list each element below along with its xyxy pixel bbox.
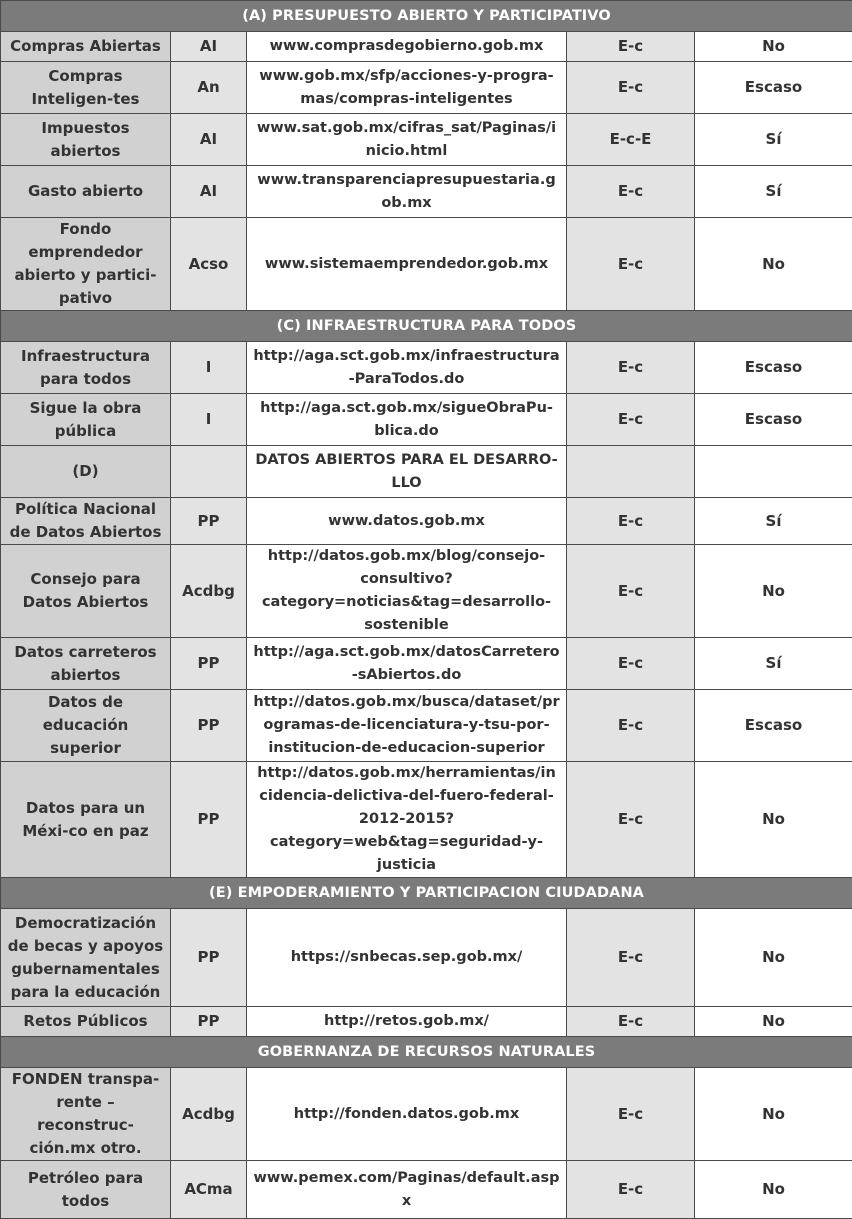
availability-cell: No xyxy=(695,32,852,62)
program-name-cell: Infraestructura para todos xyxy=(1,342,171,394)
type-cell: E-c xyxy=(567,638,695,690)
url-cell: http://retos.gob.mx/ xyxy=(247,1007,567,1037)
program-name-cell: Política Nacional de Datos Abiertos xyxy=(1,498,171,545)
type-cell: E-c xyxy=(567,342,695,394)
url-cell: www.gob.mx/sfp/acciones-y-progra-mas/compras-inteligentes xyxy=(247,62,567,114)
url-cell: www.sistemaemprendedor.gob.mx xyxy=(247,218,567,311)
program-name-cell: (D) xyxy=(1,446,171,498)
table-row xyxy=(1,1161,852,1219)
url-cell: https://snbecas.sep.gob.mx/ xyxy=(247,909,567,1007)
table-row xyxy=(1,690,852,762)
table-row xyxy=(1,638,852,690)
type-cell: E-c xyxy=(567,32,695,62)
program-name-cell: Petróleo para todos xyxy=(1,1161,171,1219)
availability-cell: No xyxy=(695,762,852,878)
table-row xyxy=(1,762,852,878)
program-name-cell: Fondo emprendedor abierto y partici-pativo xyxy=(1,218,171,311)
availability-cell: Sí xyxy=(695,114,852,166)
availability-cell xyxy=(695,446,852,498)
table-row xyxy=(1,909,852,1007)
availability-cell: Sí xyxy=(695,166,852,218)
availability-cell: Escaso xyxy=(695,62,852,114)
program-name-cell: Compras Abiertas xyxy=(1,32,171,62)
availability-cell: Sí xyxy=(695,498,852,545)
type-cell: E-c xyxy=(567,166,695,218)
table-row xyxy=(1,166,852,218)
category-code-cell: AI xyxy=(171,166,247,218)
program-name-cell: Gasto abierto xyxy=(1,166,171,218)
type-cell: E-c xyxy=(567,394,695,446)
type-cell: E-c xyxy=(567,1161,695,1219)
category-code-cell: PP xyxy=(171,762,247,878)
section-title: (E) EMPODERAMIENTO Y PARTICIPACION CIUDADANA xyxy=(1,878,852,909)
url-cell: http://aga.sct.gob.mx/infraestructura-ParaTodos.do xyxy=(247,342,567,394)
type-cell: E-c xyxy=(567,1007,695,1037)
type-cell: E-c xyxy=(567,545,695,638)
section-title: (C) INFRAESTRUCTURA PARA TODOS xyxy=(1,311,852,342)
category-code-cell: Acdbg xyxy=(171,545,247,638)
type-cell: E-c-E xyxy=(567,114,695,166)
table-row xyxy=(1,545,852,638)
category-code-cell: An xyxy=(171,62,247,114)
table-body xyxy=(1,1,852,1219)
category-code-cell: PP xyxy=(171,498,247,545)
type-cell: E-c xyxy=(567,1068,695,1161)
category-code-cell: PP xyxy=(171,638,247,690)
type-cell: E-c xyxy=(567,62,695,114)
section-header xyxy=(1,1037,852,1068)
availability-cell: Escaso xyxy=(695,342,852,394)
type-cell: E-c xyxy=(567,498,695,545)
type-cell xyxy=(567,446,695,498)
category-code-cell: Acdbg xyxy=(171,1068,247,1161)
url-cell: http://datos.gob.mx/blog/consejo-consultivo?category=noticias&tag=desarrollo-sostenible xyxy=(247,545,567,638)
program-name-cell: Sigue la obra pública xyxy=(1,394,171,446)
table-row xyxy=(1,1007,852,1037)
table-row xyxy=(1,114,852,166)
category-code-cell: ACma xyxy=(171,1161,247,1219)
category-code-cell: AI xyxy=(171,32,247,62)
program-name-cell: FONDEN transpa-rente – reconstruc-ción.mx otro. xyxy=(1,1068,171,1161)
url-cell: http://datos.gob.mx/herramientas/incidencia-delictiva-del-fuero-federal-2012-2015?category=web&tag=seguridad-y-justicia xyxy=(247,762,567,878)
section-title: GOBERNANZA DE RECURSOS NATURALES xyxy=(1,1037,852,1068)
type-cell: E-c xyxy=(567,690,695,762)
url-cell: http://datos.gob.mx/busca/dataset/programas-de-licenciatura-y-tsu-por-institucion-de-educacion-superior xyxy=(247,690,567,762)
type-cell: E-c xyxy=(567,218,695,311)
url-cell: DATOS ABIERTOS PARA EL DESARRO-LLO xyxy=(247,446,567,498)
url-cell: http://aga.sct.gob.mx/sigueObraPu-blica.do xyxy=(247,394,567,446)
category-code-cell: AI xyxy=(171,114,247,166)
availability-cell: Escaso xyxy=(695,690,852,762)
section-header xyxy=(1,1,852,32)
url-cell: http://fonden.datos.gob.mx xyxy=(247,1068,567,1161)
availability-cell: No xyxy=(695,1161,852,1219)
category-code-cell: PP xyxy=(171,690,247,762)
section-header xyxy=(1,878,852,909)
url-cell: www.datos.gob.mx xyxy=(247,498,567,545)
program-name-cell: Datos de educación superior xyxy=(1,690,171,762)
availability-cell: No xyxy=(695,218,852,311)
program-name-cell: Democratización de becas y apoyos gubernamentales para la educación xyxy=(1,909,171,1007)
table-row xyxy=(1,32,852,62)
program-name-cell: Impuestos abiertos xyxy=(1,114,171,166)
url-cell: www.sat.gob.mx/cifras_sat/Paginas/inicio.html xyxy=(247,114,567,166)
type-cell: E-c xyxy=(567,909,695,1007)
category-code-cell: PP xyxy=(171,909,247,1007)
availability-cell: No xyxy=(695,1007,852,1037)
type-cell: E-c xyxy=(567,762,695,878)
url-cell: www.comprasdegobierno.gob.mx xyxy=(247,32,567,62)
section-header xyxy=(1,311,852,342)
section-title: (A) PRESUPUESTO ABIERTO Y PARTICIPATIVO xyxy=(1,1,852,32)
url-cell: www.pemex.com/Paginas/default.aspx xyxy=(247,1161,567,1219)
table-row xyxy=(1,342,852,394)
availability-cell: No xyxy=(695,545,852,638)
category-code-cell: Acso xyxy=(171,218,247,311)
category-code-cell: PP xyxy=(171,1007,247,1037)
availability-cell: Sí xyxy=(695,638,852,690)
table-row xyxy=(1,1068,852,1161)
category-code-cell xyxy=(171,446,247,498)
availability-cell: Escaso xyxy=(695,394,852,446)
program-name-cell: Consejo para Datos Abiertos xyxy=(1,545,171,638)
table-row xyxy=(1,62,852,114)
table-row xyxy=(1,394,852,446)
program-name-cell: Datos carreteros abiertos xyxy=(1,638,171,690)
url-cell: www.transparenciapresupuestaria.gob.mx xyxy=(247,166,567,218)
table-row xyxy=(1,446,852,498)
category-code-cell: I xyxy=(171,394,247,446)
availability-cell: No xyxy=(695,1068,852,1161)
program-name-cell: Compras Inteligen-tes xyxy=(1,62,171,114)
table-row xyxy=(1,218,852,311)
availability-cell: No xyxy=(695,909,852,1007)
table-row xyxy=(1,498,852,545)
program-name-cell: Datos para un Méxi-co en paz xyxy=(1,762,171,878)
program-name-cell: Retos Públicos xyxy=(1,1007,171,1037)
url-cell: http://aga.sct.gob.mx/datosCarretero-sAbiertos.do xyxy=(247,638,567,690)
category-code-cell: I xyxy=(171,342,247,394)
